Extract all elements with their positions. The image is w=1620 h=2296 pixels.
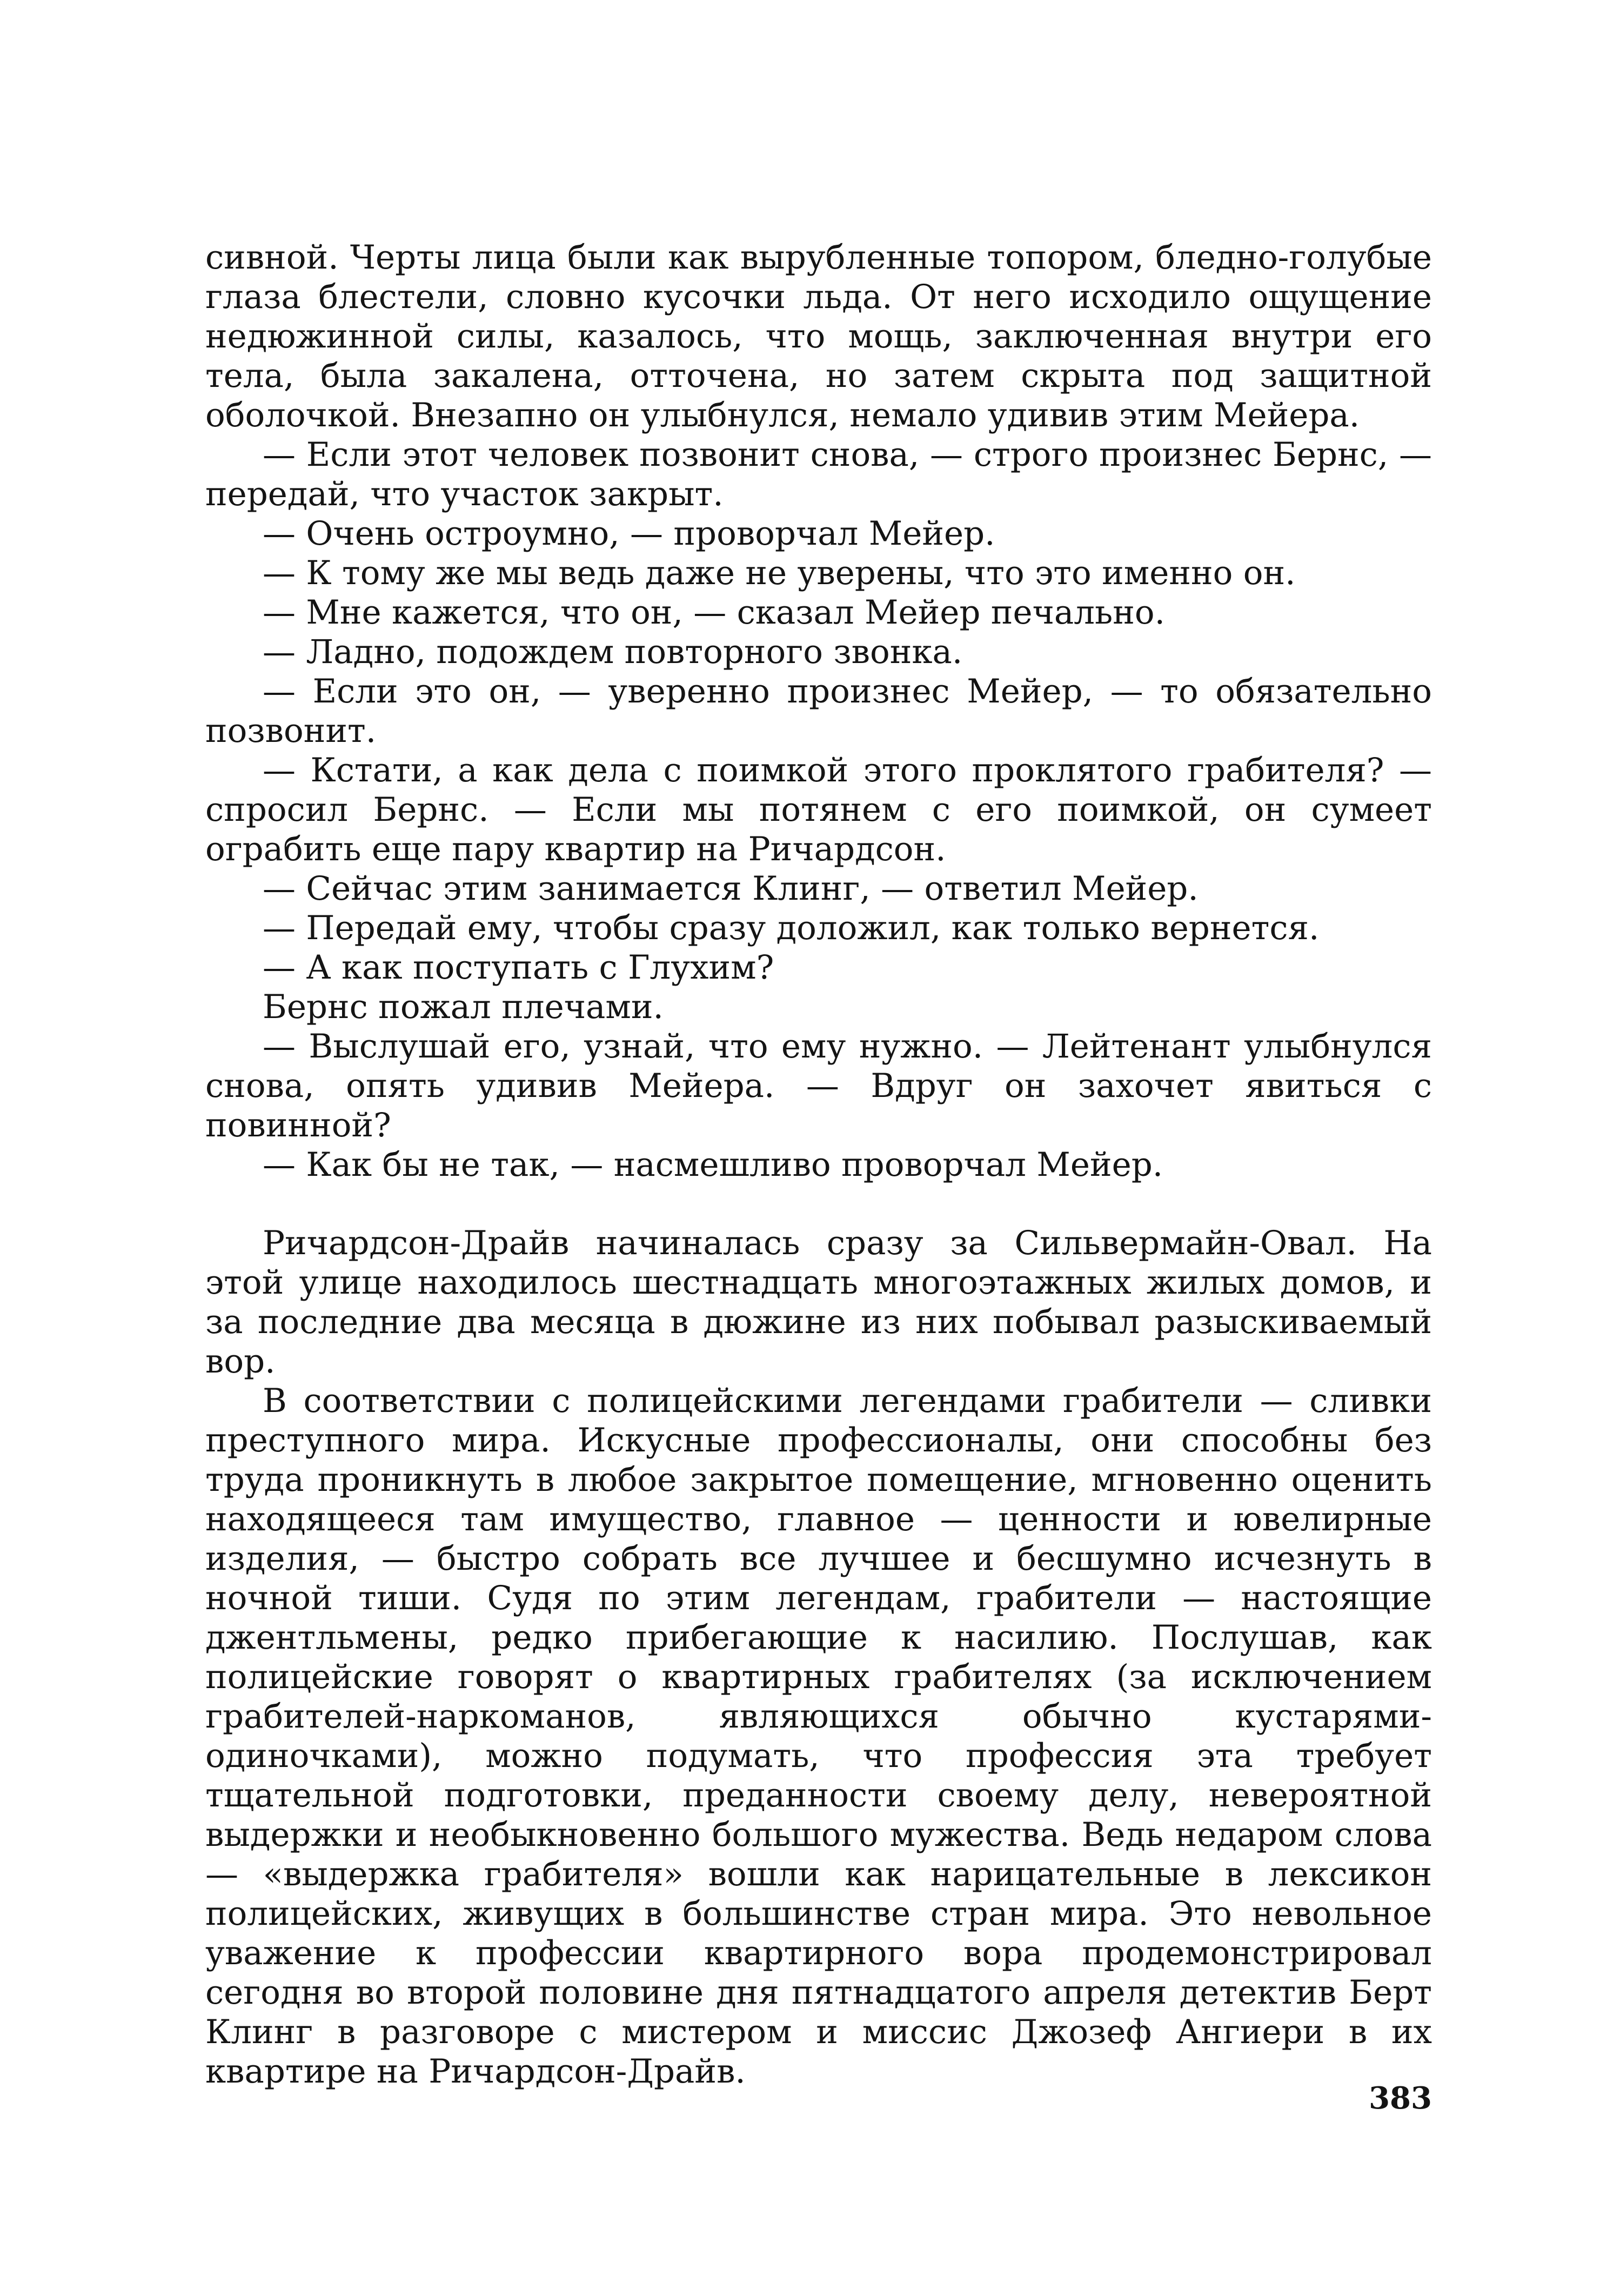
- narrative-section: [205, 1223, 1432, 2091]
- page-number: 383: [1369, 2080, 1432, 2116]
- paragraph: — Сейчас этим занимается Клинг, — ответил Мейер.: [263, 869, 1199, 908]
- paragraph: Ричардсон-Драйв начиналась сразу за Сильвермайн-Овал. На этой улице находилось шестнадцать многоэтажных жилых домов, и за последние два месяца в дюжине из них побывал разыскиваемый вор.: [205, 1224, 1432, 1381]
- section-gap: [205, 1184, 1432, 1223]
- paragraph: В соответствии с полицейскими легендами грабители — сливки преступного мира. Искусные профессионалы, они способны без труда проникнуть в любое закрытое помещение, мгновенно оценить находящееся там имущество, главное — ценности и ювелирные изделия, — быстро собрать все лучшее и бесшумно исчезнуть в ночной тиши. Судя по этим легендам, грабители — настоящие джентльмены, редко прибегающие к насилию. Послушав, как полицейские говорят о квартирных грабителях (за исключением грабителей-наркоманов, являющихся обычно кустарями-одиночками), можно подумать, что профессия эта требует тщательной подготовки, преданности своему делу, невероятной выдержки и необыкновенно большого мужества. Ведь недаром слова — «выдержка грабителя» вошли как нарицательные в лексикон полицейских, живущих в большинстве стран мира. Это невольное уважение к профессии квартирного вора продемонстрировал сегодня во второй половине дня пятнадцатого апреля детектив Берт Клинг в разговоре с мистером и миссис Джозеф Ангиери в их квартире на Ричардсон-Драйв.: [205, 1382, 1432, 2091]
- paragraph: — Очень остроумно, — проворчал Мейер.: [263, 514, 995, 553]
- paragraph: — Если этот человек позвонит снова, — строго произнес Бернс, — передай, что участок закрыт.: [205, 436, 1432, 513]
- dialogue-section: [205, 238, 1432, 1184]
- paragraph: — Передай ему, чтобы сразу доложил, как только вернется.: [263, 909, 1320, 947]
- paragraph: — Мне кажется, что он, — сказал Мейер печально.: [263, 593, 1165, 632]
- paragraph: — Ладно, подождем повторного звонка.: [263, 633, 963, 671]
- paragraph: — Кстати, а как дела с поимкой этого проклятого грабителя? — спросил Бернс. — Если мы потянем с его поимкой, он сумеет ограбить еще пару квартир на Ричардсон.: [205, 751, 1432, 868]
- paragraph: — Как бы не так, — насмешливо проворчал Мейер.: [263, 1146, 1163, 1184]
- paragraph: сивной. Черты лица были как вырубленные топором, бледно-голубые глаза блестели, словно кусочки льда. От него исходило ощущение недюжинной силы, казалось, что мощь, заключенная внутри его тела, была закалена, отточена, но затем скрыта под защитной оболочкой. Внезапно он улыбнулся, немало удивив этим Мейера.: [205, 238, 1432, 434]
- paragraph: — Выслушай его, узнай, что ему нужно. — Лейтенант улыбнулся снова, опять удивив Мейера. — Вдруг он захочет явиться с повинной?: [205, 1027, 1432, 1144]
- text-column: [205, 238, 1432, 2091]
- paragraph: Бернс пожал плечами.: [263, 988, 664, 1026]
- paragraph: — К тому же мы ведь даже не уверены, что это именно он.: [263, 554, 1296, 592]
- paragraph: — Если это он, — уверенно произнес Мейер, — то обязательно позвонит.: [205, 672, 1432, 750]
- paragraph: — А как поступать с Глухим?: [263, 948, 774, 987]
